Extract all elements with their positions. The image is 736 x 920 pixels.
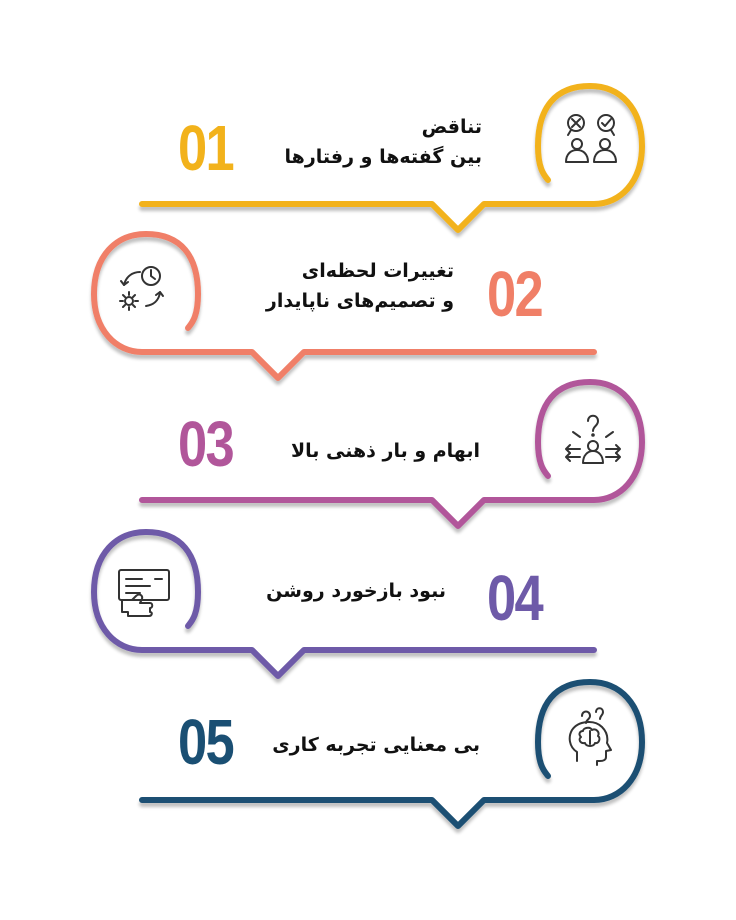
step-03-number: 03 [178,408,234,480]
step-01-line-2: بین گفته‌ها و رفتارها [284,146,482,168]
gear-clock-cycle-icon [120,267,163,310]
step-02-number: 02 [487,258,543,330]
feedback-hand-board-icon [119,570,169,616]
step-02-text [266,256,454,316]
people-agree-disagree-icon [566,115,616,162]
head-brain-question-icon [570,708,611,765]
step-04-number: 04 [487,562,543,634]
step-05-line-1: بی معنایی تجربه کاری [272,734,480,756]
step-04-line-1: نبود بازخورد روشن [266,580,446,602]
step-02-line-1: تغییرات لحظه‌ای [301,260,454,282]
step-02-line-2: و تصمیم‌های ناپایدار [265,290,454,312]
step-01-text [285,112,482,172]
confused-person-arrows-icon [566,416,620,463]
step-04-text [266,576,446,606]
step-03-text [291,436,480,466]
step-01-line-1: تناقض [421,116,482,138]
step-05-number: 05 [178,706,234,778]
step-05-text [272,730,480,760]
step-03-line-1: ابهام و بار ذهنی بالا [290,440,480,462]
step-01-number: 01 [178,112,234,184]
